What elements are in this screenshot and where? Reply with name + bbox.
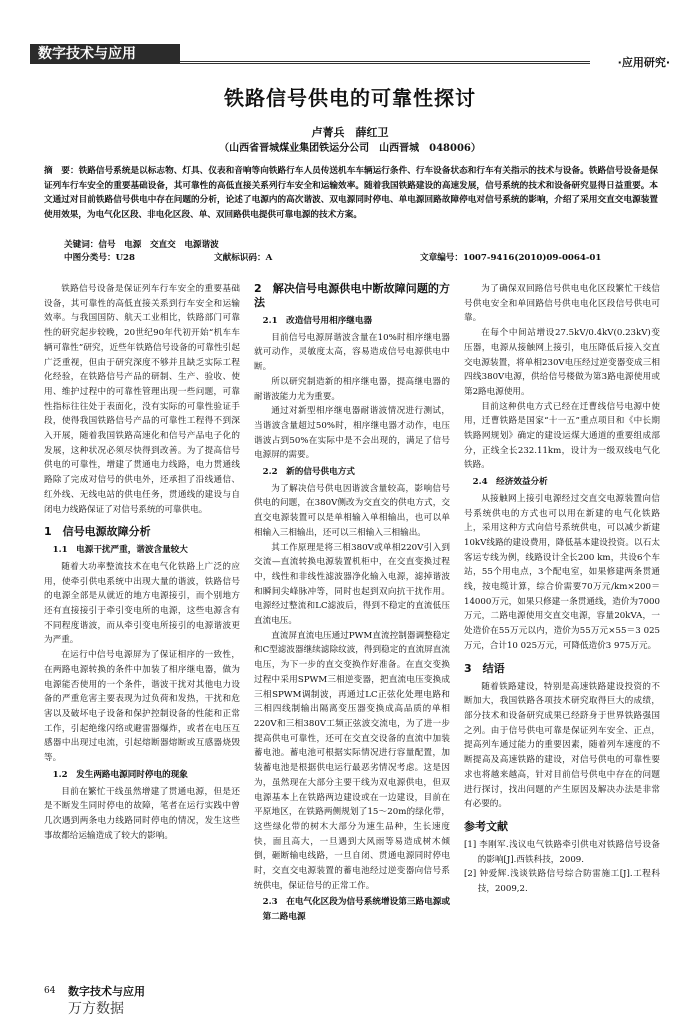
header-rule [180, 61, 590, 64]
paragraph: 随着大功率整流技术在电气化铁路上广泛的应用，使牵引供电系统中出现大量的谐波，铁路信号的电源全部是从就近的地方电源接引，而个别地方还有直接接引于牵引变电所的电源，这些电源含有不同程度谐波，而从牵引变电所接引的电源谐波更为严重。 [44, 561, 240, 646]
subsection-heading: 2.1 改造信号用相序继电器 [262, 316, 373, 326]
paragraph: 为了确保双回路信号供电电化区段繁忙干线信号供电安全和单回路信号供电电化区段信号供电可靠。 [464, 284, 660, 324]
reference-item: [1] 李刚军.浅议电气铁路牵引供电对铁路信号设备的影响[J].西铁科技，2009. [464, 839, 660, 865]
column-2 [254, 282, 450, 927]
paragraph: 所以研究制造新的相序继电器，提高继电器的耐谐波能力尤为重要。 [254, 376, 450, 402]
paragraph: 目前这种供电方式已经在迁曹线信号电源中使用，迁曹铁路是国家“十一五”重点项目和《中长期铁路网规划》确定的建设运煤大通道的重要组成部分，正线全长232.11km，设计为一级双线电气化铁路。 [464, 401, 660, 471]
paragraph: 目前信号电源屏谐波含量在10%时相序继电器就可动作，灵敏度太高，容易造成信号电源供电中断。 [254, 332, 450, 373]
references-heading: 参考文献 [464, 819, 508, 833]
paragraph: 目前在繁忙干线虽然增建了贯通电源，但是还是不断发生同时停电的故障，笔者在运行实践中曾几次遇到两条电力线路同时停电的情况，发生这些事故都给运输造成了较大的影响。 [44, 786, 240, 841]
paragraph: 直流屏直流电压通过PWM直流控制器调整稳定和C型滤波器继续滤除纹波，得到稳定的直流屏直流电压，为下一步的直交变换作好准备。在直交变换过程中采用SPWM三相逆变器，把直流电压变换成三相SPWM调制波，再通过LC正弦化处理电路和三相四线制输出隔离变压器变换成高品质的单相220V和三相380V工频正弦波交流电，为了进一步提高供电可靠性，还可在交直交设备的直流中加装蓄电池。蓄电池可根据实际情况进行容量配置，加装蓄电池是根据供电运行最恶劣情况考虑。这是因为，虽然现在大部分主要干线为双电源供电，但双电源基本上在铁路两边建设或在一边建设，目前在平原地区，在铁路两侧规划了15～20m的绿化带，这些绿化带的树木大部分为速生品种，生长速度快，面且高大，一旦遇到大风雨等易造成树木倾倒，砸断输电线路，一旦自闭、贯通电源同时停电时，交直交电源装置的蓄电池经过逆变器向信号系统供电，保证信号的正常工作。 [254, 630, 450, 891]
subsection-heading: 2.2 新的信号供电方式 [262, 467, 355, 478]
footer-journal-name: 数字技术与应用 [68, 985, 145, 998]
subsection-heading: 2.3 在电气化区段为信号系统增设第三路电源或第二路电源 [262, 897, 450, 923]
article-title: 铁路信号供电的可靠性探讨 [224, 86, 476, 110]
document-code: 文献标识码：A [214, 253, 273, 263]
subsection-heading: 2.4 经济效益分析 [472, 477, 548, 488]
paragraph: 其工作原理是将三相380V或单相220V引入到交流—直流转换电源装置机柜中，在交直变换过程中，线性和非线性滤波器净化输入电源，滤掉谐波和瞬间尖峰脉冲等，同时也起到双向抗干扰作用。电源经过整流和LC滤波后，得到不稳定的直流低压直流电压。 [254, 542, 450, 627]
section-heading: 2 解决信号电源供电中断故障问题的方法 [254, 282, 450, 309]
watermark: 万方数据 [68, 1001, 124, 1017]
column-1 [44, 282, 240, 843]
section-heading: 1 信号电源故障分析 [44, 525, 151, 539]
clc-number: 中图分类号：U28 [64, 253, 136, 263]
affiliation: （山西省晋城煤业集团铁运分公司 山西晋城 048006） [219, 143, 481, 154]
reference-item: [2] 钟爱辉.浅谈铁路信号综合防雷施工[J].工程科技，2009,2. [464, 869, 660, 895]
paragraph: 在运行中信号电源屏为了保证相序的一致性，在两路电源转换的条件中加装了相序继电器，做为电源能否使用的一个条件，谐波干扰对其他电力设备的严重危害主要表现为过负荷和发热，干扰和危害以及破坏电子设备和保护控制设备的性能和正常工作，引起绝缘闪络或避雷器爆炸，或者在电压互感器中出现过电流，引起熔断器熔断或互感器烧毁等。 [44, 650, 240, 764]
section-heading: 3 结语 [464, 661, 505, 675]
paragraph: 通过对新型相序继电器耐谐波情况进行测试，当谐波含量超过50%时，相序继电器才动作，电压谐波占到50%在实际中是不会出现的，满足了信号电源屏的需要。 [254, 406, 450, 461]
article-category: ·应用研究· [617, 56, 670, 69]
abstract [44, 164, 658, 222]
paragraph: 在每个中间站增设27.5kV/0.4kV(0.23kV)变压器，电源从接触网上接引，电压降低后接入交直交电源装置，将单相230V电压经过逆变器变成三相四线380V电源，供给信号楼做为第3路电源使用或第2路电源使用。 [464, 328, 660, 397]
journal-section-label: 数字技术与应用 [30, 44, 180, 64]
paragraph: 为了解决信号供电因谐波含量较高，影响信号供电的问题，在380V侧改为交直交的供电方式，交直交电源装置可以是单相输入单相输出，也可以单相输入三相输出，还可以三相输入三相输出。 [254, 483, 450, 538]
paragraph: 从接触网上接引电源经过交直交电源装置向信号系统供电的方式也可以用在新建的电气化铁路上，采用这种方式向信号系统供电，可以减少新建10kV线路的建设费用，降低基本建设投资。以石太客运专线为例，线路设计全长200 km，共设6个车站，55个用电点，3个配电室，如果修建两条贯通线，按电缆计算，综合价需要70万元/km×200＝14000万元，如果只修建一条贯通线，造价为7000万元，二路电源使用交直交电源，容量20kVA，一处造价在55万元以内，造价为55万元×55＝3 025万元，合计10 025万元，可降低造价3 975万元。 [464, 493, 660, 651]
authors: 卢菁兵 薛红卫 [311, 126, 389, 139]
paragraph: 随着铁路建设，特别是高速铁路建设投资的不断加大，我国铁路各项技术研究取得巨大的成绩，部分技术和设备研究成果已经跻身于世界铁路强国之列。由于信号供电可靠是保证列车安全、正点，提高列车通过能力的重要因素，随着列车速度的不断提高及高速铁路的建设，对信号供电的可靠性要求也将越来越高，针对目前信号供电中存在的问题进行探讨，找出问题的产生原因及解决办法是非常有必要的。 [464, 681, 660, 810]
column-3 [464, 282, 660, 897]
subsection-heading: 1.1 电源干扰严重，谐波含量较大 [52, 545, 188, 556]
article-number: 文章编号：1007-9416(2010)09-0064-01 [420, 253, 602, 263]
subsection-heading: 1.2 发生两路电源同时停电的现象 [52, 769, 188, 780]
keywords: 关键词：信号 电源 交直交 电源谐波 [64, 240, 219, 250]
paragraph: 铁路信号设备是保证列车行车安全的重要基础设备，其可靠性的高低直接关系到行车安全和运输效率。与我国国防、航天工业相比，铁路部门可靠性的研究起步较晚，20世纪90年代初开始“机车车辆可靠性”研究，近些年铁路信号设备的可靠性引起广泛重视，但由于研究深度不够并且缺乏实际工程化经验，在铁路信号产品的研制、生产、验收、使用、维护过程中的可靠性管理出现一些问题，可靠性指标往往处于表面化，没有实际的可靠性验证手段，使得我国铁路信号产品的可靠性工程得不到深入开展，随着我国铁路高速化和信号产品电子化的发展，这种状况必须尽快得到改善。为了提高信号供电的可靠性，增建了贯通电力线路，电力贯通线路除了完成对信号的供电外，还承担了沿线通信、红外线、无线电站的供电任务，贯通线的建设与自闭电力线路保证了对信号系统的可靠供电。 [44, 284, 240, 515]
abstract-label: 摘 要： [44, 166, 79, 176]
abstract-text: 铁路信号系统是以标志物、灯具、仪表和音响等向铁路行车人员传送机车车辆运行条件、行车设备状态和行车有关指示的技术与设备。铁路信号设备是保证列车行车安全的重要基础设备，其可靠性的高低直接关系列行车安全和运输效率。随着我国铁路建设的高速发展，信号系统的技术和设备研究显得日益重要。本文通过对目前铁路信号供电中存在问题的分析，论述了电源内的高次谐波、双电源同时停电、单电源回路故障停电对信号系统的影响，介绍了采用交直交电源装置使用效果，为电气化区段、非电化区段、单、双回路供电提供可靠电源的技术方案。 [44, 166, 658, 220]
page-number: 64 [44, 986, 56, 996]
